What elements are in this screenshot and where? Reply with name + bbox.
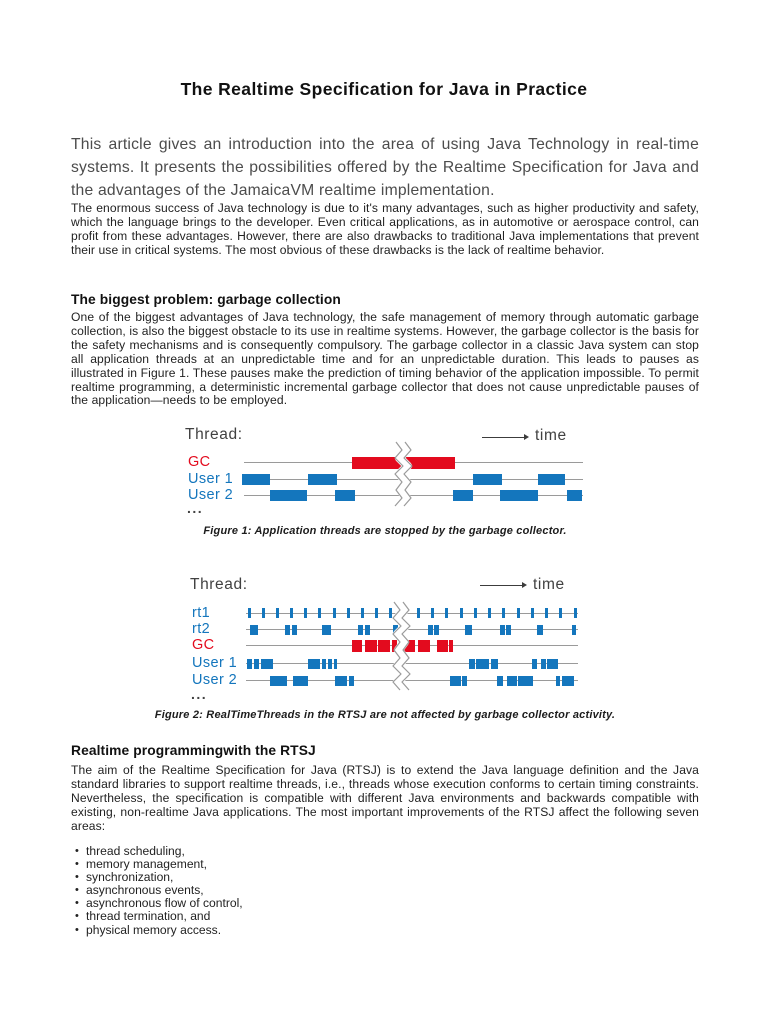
- figure-1-timing-diagram: [183, 424, 623, 520]
- page-title: The Realtime Specification for Java in Practice: [180, 79, 588, 99]
- periodic-tick: [574, 608, 577, 618]
- periodic-tick: [248, 608, 251, 618]
- list-item: • thread termination, and: [75, 910, 575, 923]
- list-item: • thread scheduling,: [75, 845, 575, 858]
- thread-activity-bar: [567, 490, 582, 501]
- thread-activity-bar: [322, 625, 331, 635]
- thread-activity-bar: [491, 659, 498, 669]
- intro-paragraph: The enormous success of Java technology is due to it's many advantages, such as higher productivity and safety, which the language brings to the developer. Even critical applications, as in automotive or aerospace control, can profit from these advantages. However, there are also drawbacks to traditional Java implementations that prevent their use in critical systems. The most obvious of these drawbacks is the lack of realtime behavior.: [71, 201, 699, 257]
- time-arrow-icon: [522, 582, 527, 588]
- thread-activity-bar: [270, 490, 307, 501]
- thread-activity-bar: [349, 676, 354, 686]
- periodic-tick: [545, 608, 548, 618]
- figure-row-label: GC: [192, 637, 215, 653]
- thread-activity-bar: [476, 659, 489, 669]
- figure-time-label: time: [533, 576, 565, 593]
- list-item: • memory management,: [75, 858, 575, 871]
- list-item: • asynchronous flow of control,: [75, 897, 575, 910]
- periodic-tick: [290, 608, 293, 618]
- thread-activity-bar: [293, 676, 308, 686]
- periodic-tick: [431, 608, 434, 618]
- thread-activity-bar: [462, 676, 467, 686]
- timeline-break-icon: [391, 442, 415, 513]
- periodic-tick: [375, 608, 378, 618]
- gc-activity-bar: [437, 640, 448, 652]
- garbage-collection-paragraph: One of the biggest advantages of Java technology, the safe management of memory through automatic garbage collection, is also the biggest obstacle to its use in realtime systems. However, the garbage collector is the basis for the safety mechanisms and is consequently compulsory. The garbage collector in a classic Java system can stop all application threads at an unpredictable time and for an unpredictable duration. This leads to pauses as illustrated in Figure 1. These pauses make the prediction of timing behavior of the application impossible. To permit realtime programming, a deterministic incremental garbage collector that does not cause unpredictable pauses of the application—needs to be employed.: [71, 310, 699, 408]
- periodic-tick: [531, 608, 534, 618]
- periodic-tick: [559, 608, 562, 618]
- thread-activity-bar: [507, 676, 517, 686]
- figure-2-timing-diagram: [183, 574, 623, 706]
- thread-activity-bar: [518, 676, 533, 686]
- periodic-tick: [262, 608, 265, 618]
- thread-activity-bar: [308, 659, 320, 669]
- thread-activity-bar: [541, 659, 546, 669]
- thread-activity-bar: [365, 625, 370, 635]
- section-heading-rtsj: Realtime programmingwith the RTSJ: [71, 743, 316, 758]
- thread-activity-bar: [532, 659, 537, 669]
- figure-1-caption: Figure 1: Application threads are stopped by the garbage collector.: [203, 525, 567, 537]
- periodic-tick: [517, 608, 520, 618]
- thread-activity-bar: [538, 474, 565, 485]
- list-item: • physical memory access.: [75, 924, 575, 937]
- periodic-tick: [417, 608, 420, 618]
- thread-activity-bar: [500, 625, 505, 635]
- periodic-tick: [276, 608, 279, 618]
- thread-activity-bar: [250, 625, 258, 635]
- thread-activity-bar: [537, 625, 543, 635]
- thread-activity-bar: [334, 659, 337, 669]
- thread-activity-bar: [547, 659, 558, 669]
- periodic-tick: [502, 608, 505, 618]
- thread-activity-bar: [497, 676, 503, 686]
- thread-activity-bar: [434, 625, 439, 635]
- thread-activity-bar: [322, 659, 326, 669]
- thread-activity-bar: [292, 625, 297, 635]
- thread-activity-bar: [242, 474, 270, 485]
- periodic-tick: [474, 608, 477, 618]
- thread-activity-bar: [500, 490, 538, 501]
- thread-activity-bar: [308, 474, 337, 485]
- figure-row-label: rt2: [192, 621, 211, 637]
- thread-activity-bar: [254, 659, 259, 669]
- figure-row-label: User 1: [192, 655, 238, 671]
- thread-activity-bar: [270, 676, 287, 686]
- time-arrow-icon: [524, 434, 529, 440]
- gc-activity-bar: [352, 640, 362, 652]
- figure-thread-label: Thread:: [185, 426, 243, 443]
- gc-activity-bar: [449, 640, 453, 652]
- periodic-tick: [488, 608, 491, 618]
- thread-activity-bar: [358, 625, 363, 635]
- thread-activity-bar: [572, 625, 576, 635]
- rtsj-areas-list: [75, 845, 575, 937]
- thread-activity-bar: [556, 676, 560, 686]
- thread-activity-bar: [328, 659, 332, 669]
- section-heading-garbage-collection: The biggest problem: garbage collection: [71, 292, 341, 307]
- periodic-tick: [333, 608, 336, 618]
- thread-activity-bar: [473, 474, 502, 485]
- thread-activity-bar: [453, 490, 473, 501]
- time-arrow-icon: [480, 585, 522, 586]
- figure-row-label: User 1: [188, 471, 234, 487]
- periodic-tick: [347, 608, 350, 618]
- thread-activity-bar: [506, 625, 511, 635]
- list-item: • asynchronous events,: [75, 884, 575, 897]
- gc-activity-bar: [418, 640, 430, 652]
- thread-activity-bar: [450, 676, 461, 686]
- thread-activity-bar: [465, 625, 472, 635]
- periodic-tick: [445, 608, 448, 618]
- ellipsis-label: ...: [191, 686, 208, 702]
- gc-activity-bar: [365, 640, 377, 652]
- figure-2-caption: Figure 2: RealTimeThreads in the RTSJ are not affected by garbage collector activity.: [154, 709, 616, 721]
- periodic-tick: [304, 608, 307, 618]
- thread-activity-bar: [285, 625, 290, 635]
- figure-row-label: User 2: [192, 672, 238, 688]
- rtsj-paragraph: The aim of the Realtime Specification for Java (RTSJ) is to extend the Java language definition and the Java standard libraries to support realtime threads, i.e., threads whose execution conforms to certain timing constraints. Nevertheless, the specification is compatible with different Java environments and backwards compatible with existing, non-realtime Java applications. The most important improvements of the RTSJ affect the following seven areas:: [71, 763, 699, 833]
- figure-row-label: User 2: [188, 487, 234, 503]
- thread-activity-bar: [428, 625, 433, 635]
- list-item: • synchronization,: [75, 871, 575, 884]
- thread-activity-bar: [469, 659, 475, 669]
- periodic-tick: [361, 608, 364, 618]
- periodic-tick: [460, 608, 463, 618]
- thread-activity-bar: [335, 676, 347, 686]
- ellipsis-label: ...: [187, 500, 204, 516]
- thread-activity-bar: [335, 490, 355, 501]
- thread-activity-bar: [562, 676, 574, 686]
- thread-activity-bar: [247, 659, 252, 669]
- figure-thread-label: Thread:: [190, 576, 248, 593]
- figure-row-label: rt1: [192, 605, 211, 621]
- periodic-tick: [318, 608, 321, 618]
- time-arrow-icon: [482, 437, 524, 438]
- thread-activity-bar: [261, 659, 273, 669]
- lead-paragraph: This article gives an introduction into the area of using Java Technology in real-time systems. It presents the possibilities offered by the Realtime Specification for Java and the advantages of the JamaicaVM realtime implementation.: [71, 136, 699, 200]
- figure-row-label: GC: [188, 454, 211, 470]
- timeline-break-icon: [389, 602, 413, 694]
- figure-time-label: time: [535, 427, 567, 444]
